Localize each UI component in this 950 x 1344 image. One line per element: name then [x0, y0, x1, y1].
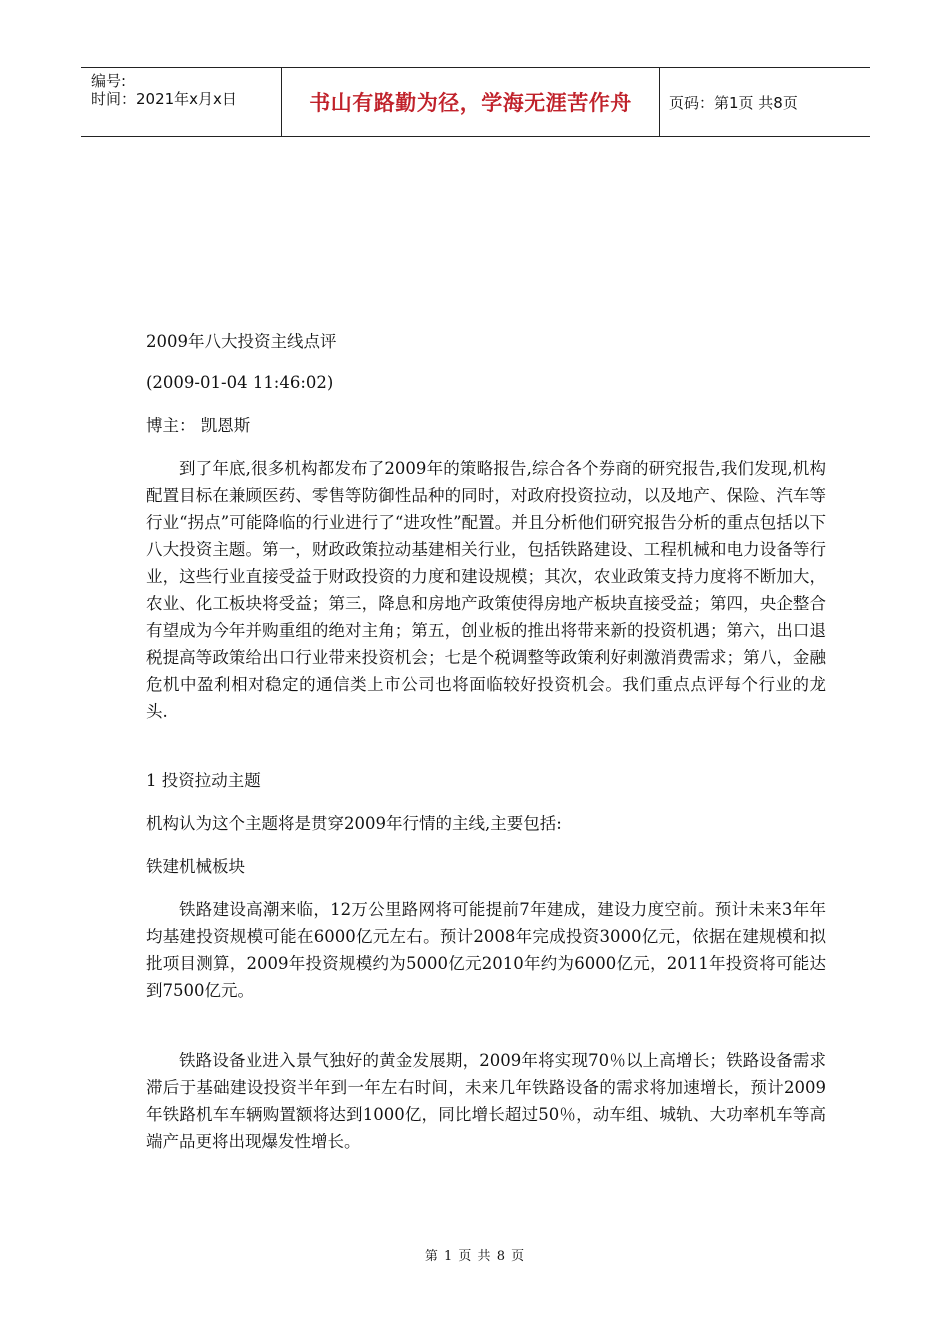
section-1-title: 1 投资拉动主题 — [146, 771, 261, 790]
header-motto: 书山有路勤为径，学海无涯苦作舟 — [282, 68, 660, 136]
section-1-lead: 机构认为这个主题将是贯穿2009年行情的主线,主要包括: — [146, 814, 562, 833]
subsection-title: 铁建机械板块 — [146, 857, 245, 876]
article-datetime: (2009-01-04 11:46:02) — [146, 373, 334, 392]
article-title: 2009年八大投资主线点评 — [146, 332, 337, 351]
article-body — [146, 328, 826, 1155]
rail-build-paragraph: 铁路建设高潮来临，12万公里路网将可能提前7年建成，建设力度空前。预计未来3年年均基建投资规模可能在6000亿元左右。预计2008年完成投资3000亿元，依据在建规模和拟批项目测算，2009年投资规模约为5000亿元2010年约为6000亿元，2011年投资将可能达到7500亿元。 — [146, 900, 826, 1000]
number-label: 编号: — [91, 72, 127, 90]
header-meta — [81, 68, 282, 136]
page-footer: 第 1 页 共 8 页 — [424, 1249, 526, 1264]
article-blogger: 博主： 凯恩斯 — [146, 416, 251, 435]
time-label: 时间：2021年x月x日 — [91, 90, 237, 108]
header-page-label: 页码：第1页 共8页 — [669, 93, 798, 112]
intro-paragraph: 到了年底,很多机构都发布了2009年的策略报告,综合各个券商的研究报告,我们发现,机构配置目标在兼顾医药、零售等防御性品种的同时，对政府投资拉动，以及地产、保险、汽车等行业“拐点”可能降临的行业进行了“进攻性”配置。并且分析他们研究报告分析的重点包括以下八大投资主题。第一，财政政策拉动基建相关行业，包括铁路建设、工程机械和电力设备等行业，这些行业直接受益于财政投资的力度和建设规模；其次，农业政策支持力度将不断加大，农业、化工板块将受益；第三，降息和房地产政策使得房地产板块直接受益；第四，央企整合有望成为今年并购重组的绝对主角；第五，创业板的推出将带来新的投资机遇；第六，出口退税提高等政策给出口行业带来投资机会；七是个税调整等政策利好刺激消费需求；第八，金融危机中盈利相对稳定的通信类上市公司也将面临较好投资机会。我们重点点评每个行业的龙头. — [146, 459, 826, 721]
rail-equipment-paragraph: 铁路设备业进入景气独好的黄金发展期，2009年将实现70％以上高增长；铁路设备需求滞后于基础建设投资半年到一年左右时间，未来几年铁路设备的需求将加速增长，预计2009年铁路机车车辆购置额将达到1000亿，同比增长超过50％，动车组、城轨、大功率机车等高端产品更将出现爆发性增长。 — [146, 1051, 826, 1151]
page-header — [81, 67, 870, 137]
